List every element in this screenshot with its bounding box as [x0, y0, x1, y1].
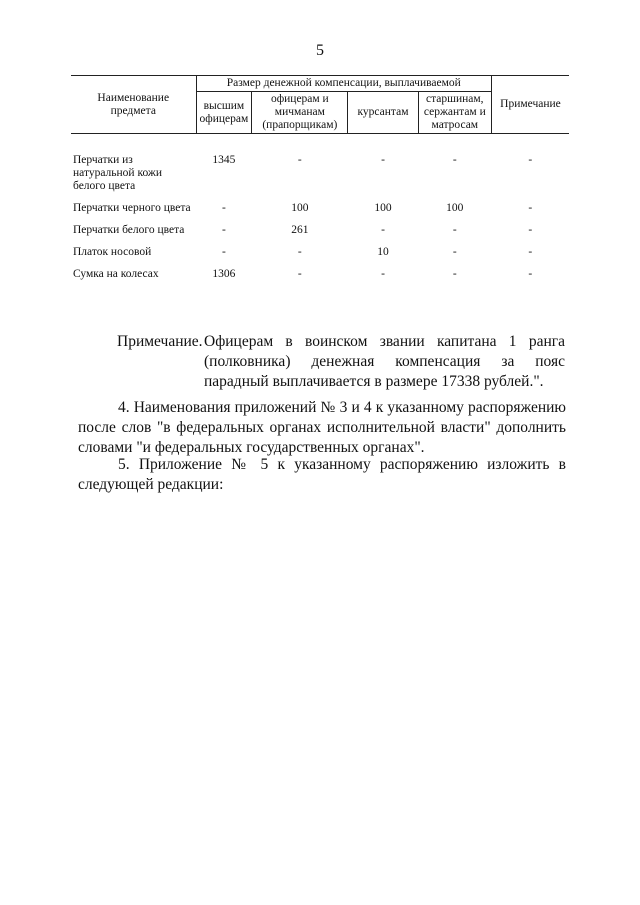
- row-value: 100: [446, 202, 464, 214]
- header-cadets: курсантам: [348, 92, 418, 134]
- header-senior-officers: высшим офицерам: [196, 92, 252, 134]
- row-item: Платок носовой: [73, 246, 152, 258]
- row-value: -: [221, 202, 226, 214]
- header-note: Примечание: [491, 76, 569, 134]
- paragraph-4: 4. Наименования приложений № 3 и 4 к указанному распоряжению после слов "в федеральных органах исполнительной власти" дополнить словами "и федеральных государственных органах".: [78, 399, 566, 456]
- row-value: 100: [291, 202, 309, 214]
- row-value: 100: [374, 202, 392, 214]
- paragraph-5: 5. Приложение № 5 к указанному распоряжению изложить в следующей редакции:: [78, 456, 566, 493]
- row-value: -: [381, 268, 385, 280]
- row-value: 1345: [212, 154, 236, 166]
- table-row: [71, 202, 569, 224]
- row-value: -: [452, 154, 457, 166]
- note-label: Примечание.: [117, 333, 203, 350]
- row-note: -: [528, 268, 533, 280]
- table-row: [71, 268, 569, 290]
- row-note: -: [528, 224, 533, 236]
- row-value: -: [452, 246, 457, 258]
- header-compensation-group: Размер денежной компенсации, выплачиваемой: [196, 76, 491, 92]
- table-row: [71, 134, 569, 203]
- table-row: [71, 224, 569, 246]
- table-note: [117, 332, 565, 392]
- row-value: 10: [377, 246, 389, 258]
- header-item-name: Наименование предмета: [71, 76, 196, 134]
- header-officers-warrant: офицерам и мичманам (прапорщикам): [252, 92, 348, 134]
- row-value: 1306: [212, 268, 236, 280]
- row-value: -: [452, 224, 457, 236]
- row-value: -: [221, 246, 226, 258]
- compensation-table: [71, 75, 569, 290]
- row-note: -: [528, 246, 533, 258]
- row-item: Перчатки из натуральной кожи белого цвета: [73, 154, 163, 192]
- row-note: -: [528, 154, 533, 166]
- row-value: -: [297, 246, 302, 258]
- row-note: -: [528, 202, 533, 214]
- row-value: -: [297, 268, 302, 280]
- row-item: Перчатки черного цвета: [73, 202, 191, 214]
- row-item: Перчатки белого цвета: [73, 224, 185, 236]
- row-value: -: [297, 154, 302, 166]
- table-row: [71, 246, 569, 268]
- header-sergeants-sailors: старшинам, сержантам и матросам: [418, 92, 491, 134]
- row-item: Сумка на колесах: [73, 268, 159, 280]
- row-value: -: [221, 224, 226, 236]
- row-value: -: [381, 154, 385, 166]
- row-value: -: [452, 268, 457, 280]
- page-number: 5: [316, 42, 324, 59]
- row-value: 261: [291, 224, 309, 236]
- row-value: -: [381, 224, 385, 236]
- note-text: Офицерам в воинском звании капитана 1 ранга (полковника) денежная компенсация за пояс парадный выплачивается в размере 17338 рублей.".: [204, 333, 565, 390]
